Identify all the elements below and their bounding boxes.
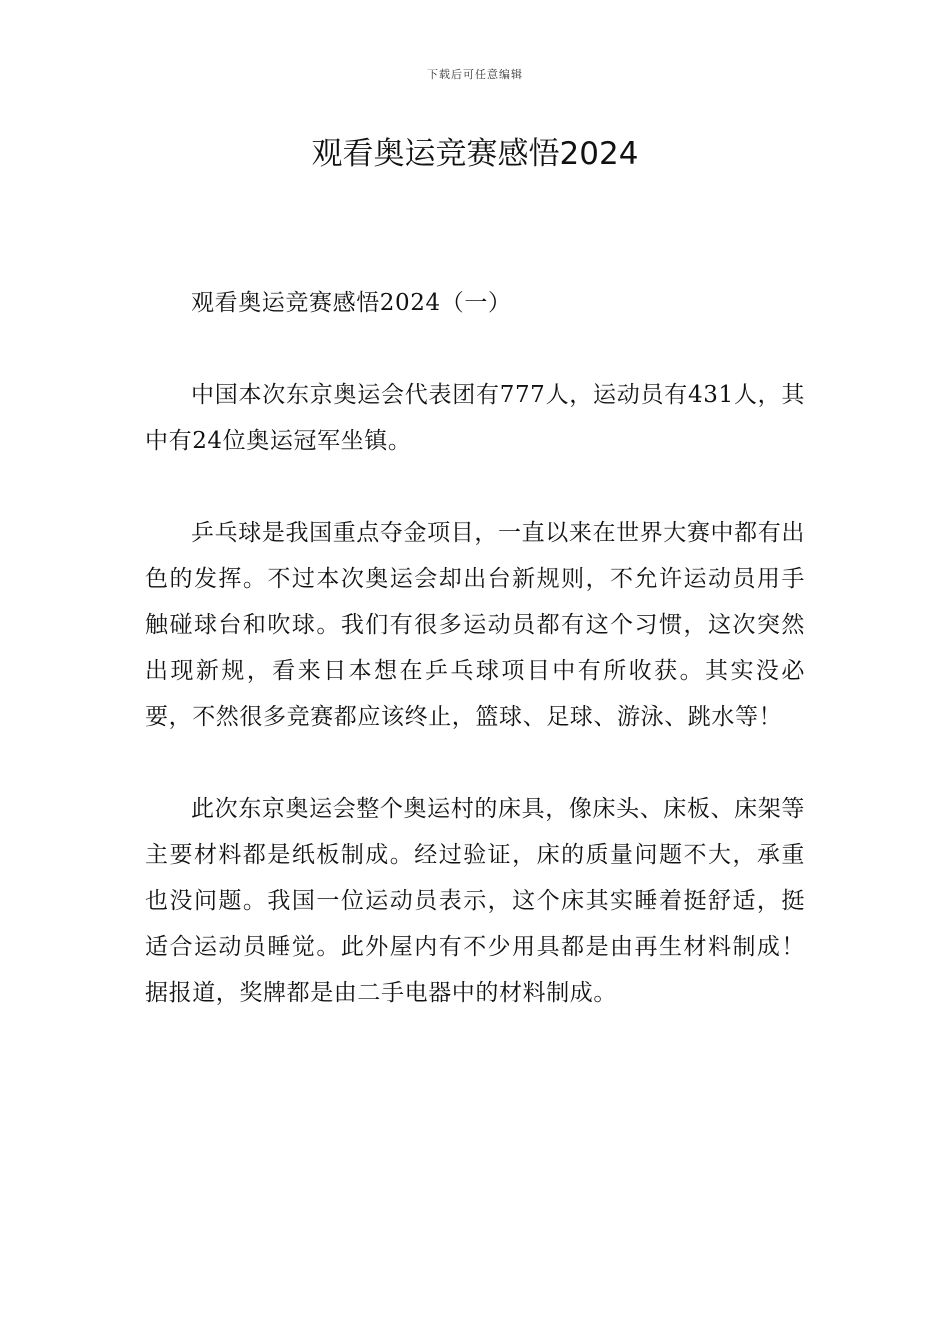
paragraph-olympic-village: 此次东京奥运会整个奥运村的床具，像床头、床板、床架等主要材料都是纸板制成。经过验证，床的质量问题不大，承重也没问题。我国一位运动员表示，这个床其实睡着挺舒适，挺适合运动员睡觉。此外屋内有不少用具都是由再生材料制成！据报道，奖牌都是由二手电器中的材料制成。 <box>145 796 805 1006</box>
paragraph-table-tennis: 乒乓球是我国重点夺金项目，一直以来在世界大赛中都有出色的发挥。不过本次奥运会却出台新规则，不允许运动员用手触碰球台和吹球。我们有很多运动员都有这个习惯，这次突然出现新规，看来日本想在乒乓球项目中有所收获。其实没必要，不然很多竞赛都应该终止，篮球、足球、游泳、跳水等！ <box>145 520 805 730</box>
section-heading: 观看奥运竞赛感悟2024（一） <box>191 290 512 316</box>
header-note: 下载后可任意编辑 <box>427 68 523 81</box>
document-title: 观看奥运竞赛感悟2024 <box>311 136 639 172</box>
document-body <box>145 280 805 1062</box>
paragraph-delegation: 中国本次东京奥运会代表团有777人，运动员有431人，其中有24位奥运冠军坐镇。 <box>145 382 805 454</box>
